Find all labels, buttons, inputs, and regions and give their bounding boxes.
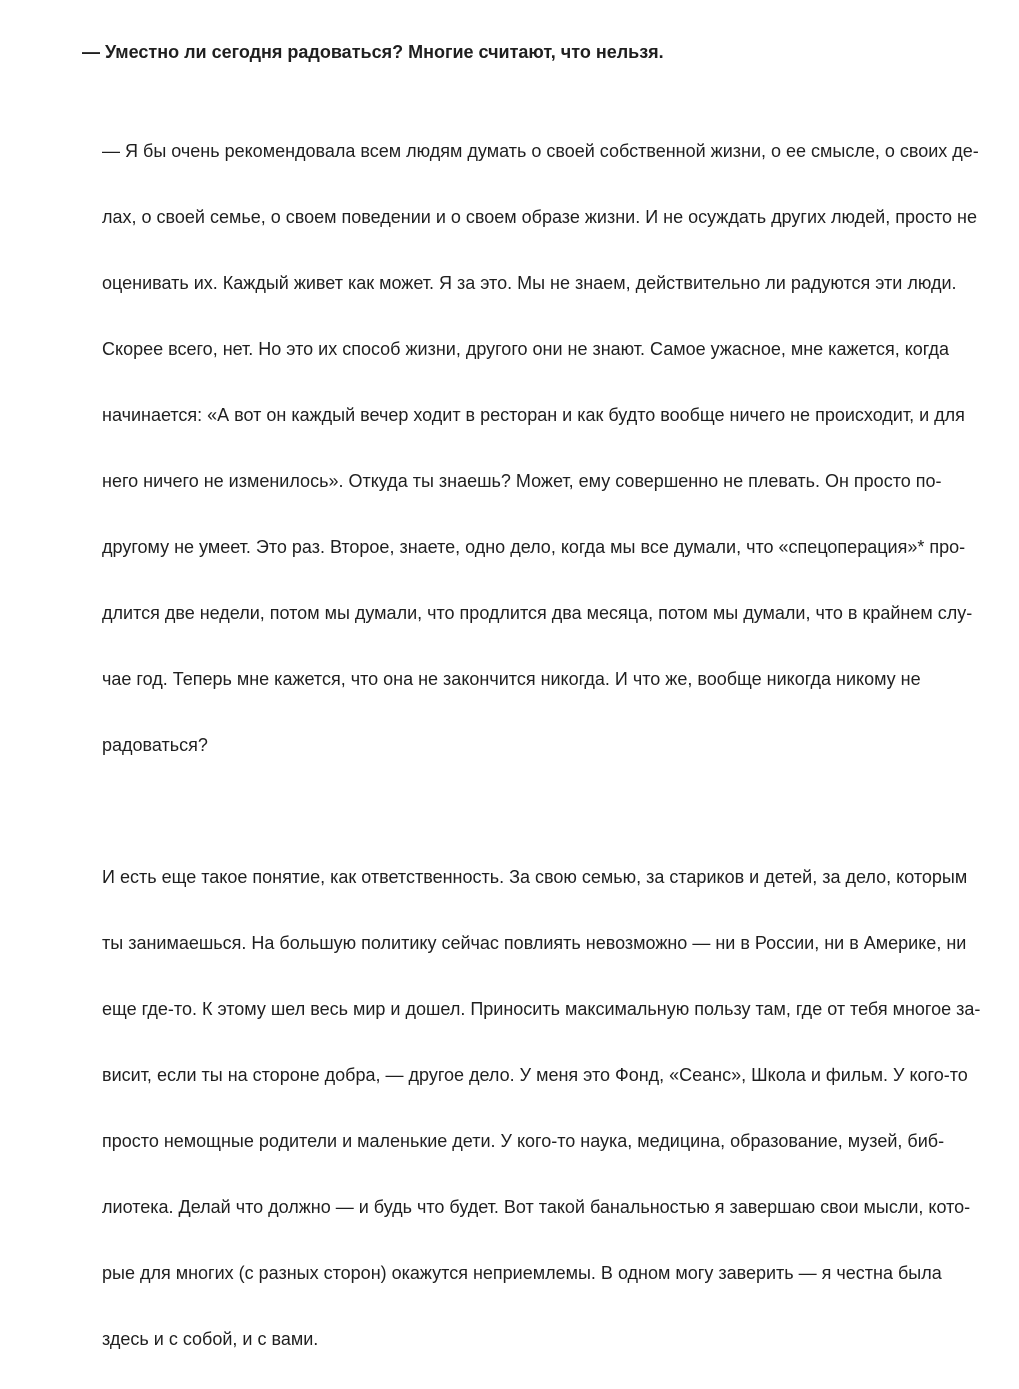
answer-line: оценивать их. Каждый живет как может. Я за это. Мы не знаем, действительно ли радуются эти люди. bbox=[102, 273, 957, 293]
answer-line: длится две недели, потом мы думали, что продлится два месяца, потом мы думали, что в крайнем слу- bbox=[102, 603, 973, 623]
closing-line: ты занимаешься. На большую политику сейчас повлиять невозможно — ни в России, ни в Америке, ни bbox=[102, 933, 967, 953]
article-body bbox=[82, 36, 982, 1389]
answer-line: чае год. Теперь мне кажется, что она не закончится никогда. И что же, вообще никогда никому не bbox=[102, 669, 921, 689]
closing-line: еще где-то. К этому шел весь мир и дошел. Приносить максимальную пользу там, где от тебя многое за- bbox=[102, 999, 981, 1019]
closing-line: висит, если ты на стороне добра, — другое дело. У меня это Фонд, «Сеанс», Школа и фильм. У кого-то bbox=[102, 1065, 968, 1085]
closing-line: лиотека. Делай что должно — и будь что будет. Вот такой банальностью я завершаю свои мысли, кото- bbox=[102, 1197, 971, 1217]
closing-paragraph bbox=[82, 828, 982, 1389]
answer-line: другому не умеет. Это раз. Второе, знаете, одно дело, когда мы все думали, что «спецоперация»* про- bbox=[102, 537, 966, 557]
answer-line: радоваться? bbox=[102, 735, 208, 755]
interview-question: — Уместно ли сегодня радоваться? Многие считают, что нельзя. bbox=[82, 42, 664, 62]
closing-line: здесь и с собой, и с вами. bbox=[102, 1329, 319, 1349]
answer-paragraph bbox=[82, 102, 982, 795]
answer-line: начинается: «А вот он каждый вечер ходит в ресторан и как будто вообще ничего не происходит, и для bbox=[102, 405, 965, 425]
closing-line: И есть еще такое понятие, как ответственность. За свою семью, за стариков и детей, за дело, которым bbox=[102, 867, 968, 887]
closing-line: рые для многих (с разных сторон) окажутся неприемлемы. В одном могу заверить — я честна была bbox=[102, 1263, 942, 1283]
answer-line: него ничего не изменилось». Откуда ты знаешь? Может, ему совершенно не плевать. Он просто по- bbox=[102, 471, 942, 491]
answer-line: лах, о своей семье, о своем поведении и о своем образе жизни. И не осуждать других людей, просто не bbox=[102, 207, 977, 227]
answer-line: Скорее всего, нет. Но это их способ жизни, другого они не знают. Самое ужасное, мне кажется, когда bbox=[102, 339, 950, 359]
answer-line: — Я бы очень рекомендовала всем людям думать о своей собственной жизни, о ее смысле, о своих де- bbox=[102, 141, 979, 161]
closing-line: просто немощные родители и маленькие дети. У кого-то наука, медицина, образование, музей, биб- bbox=[102, 1131, 945, 1151]
